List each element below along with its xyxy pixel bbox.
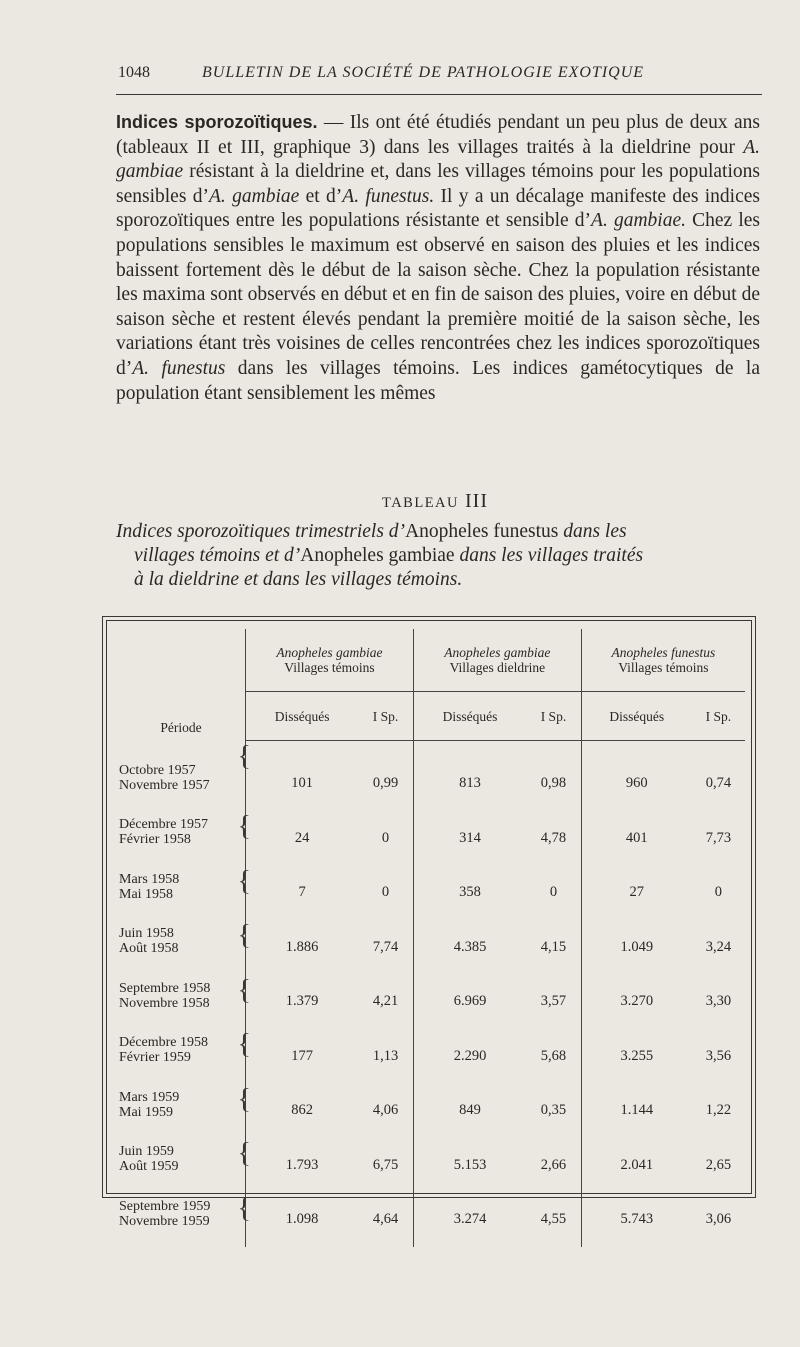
sporozoite-index-cell: 3,24: [705, 938, 732, 955]
dissected-count-cell: 2.290: [413, 1029, 526, 1084]
table-row: [117, 1138, 745, 1193]
period-cell: [117, 975, 246, 1030]
sporozoite-index-cell: 4,06: [372, 1102, 399, 1119]
species-name: A. gambiae: [116, 136, 760, 183]
period-cell: [117, 1029, 246, 1084]
group-species: Anopheles gambiae: [276, 645, 383, 660]
period-end: Novembre 1957: [119, 777, 210, 793]
species-name: A. gambiae.: [591, 210, 686, 232]
period-start: Mars 1958: [119, 871, 180, 887]
period-start: Juin 1959: [119, 1144, 174, 1159]
table-title-prefix: TABLEAU: [382, 495, 459, 511]
column-header-dissected: Disséqués: [581, 692, 692, 741]
period-start: Juin 1958: [119, 926, 174, 941]
sporozoite-index-cell: 3,57: [540, 993, 567, 1010]
group-species: Anopheles funestus: [611, 645, 716, 660]
dissected-count-cell: 5.743: [581, 1193, 692, 1248]
period-end: Mai 1958: [119, 886, 174, 902]
period-start: Décembre 1958: [119, 1035, 209, 1050]
caption-species: Anopheles gambiae: [300, 545, 455, 566]
sporozoite-index-cell: 5,68: [540, 1047, 567, 1064]
period-start: Mars 1959: [119, 1089, 180, 1105]
sporozoite-index-cell: 0: [549, 884, 558, 901]
dissected-count-cell: 1.049: [581, 920, 692, 975]
text-run: — Ils ont été étudiés pendant un peu plus de deux ans (tableaux II et III, graphique 3) dans les villages traités à la dieldrine pour: [116, 112, 761, 158]
table-body: [117, 741, 745, 1248]
dissected-count-cell: 1.886: [285, 938, 319, 955]
sporozoite-index-cell: 4,78: [540, 829, 567, 846]
table-frame: [106, 620, 752, 1229]
period-end: Mai 1959: [119, 1104, 174, 1120]
text-run: Chez les populations sensibles le maximum est observé en saison des pluies et les indices baissent fortement dès le début de la saison sèche. Chez la population résistante les maxima sont observés en début et en fin de saison des pluies, voire en début de saison sèche et restent élevés pendant la première moitié de la saison sèche, les variations étant très voisines de celles rencontrées chez les indices sporozoïtiques d’: [116, 210, 760, 379]
sporozoite-index-cell: 4,15: [540, 938, 567, 955]
period-end: Février 1958: [119, 832, 191, 847]
period-cell: [117, 811, 246, 866]
dissected-count-cell: 4.385: [413, 920, 526, 975]
column-header-isp: I Sp.: [358, 692, 413, 741]
sporozoite-index-cell: 6,75: [372, 1156, 399, 1173]
table-row: [117, 866, 745, 921]
text-run: et d’: [299, 185, 343, 207]
dissected-count-cell: 314: [413, 811, 526, 866]
table-row: [117, 1084, 745, 1139]
period-start: Décembre 1957: [119, 817, 209, 832]
dissected-count-cell: 849: [413, 1084, 526, 1139]
period-start: Septembre 1958: [119, 980, 211, 996]
period-end: Février 1959: [119, 1050, 191, 1065]
dissected-count-cell: 27: [581, 866, 692, 921]
group-species: Anopheles gambiae: [444, 645, 551, 660]
sporozoite-index-cell: 7,73: [705, 829, 732, 846]
column-header-isp: I Sp.: [692, 692, 745, 741]
sporozoite-index-cell: 0,99: [372, 775, 399, 791]
table-title: [0, 490, 800, 513]
dissected-count-cell: 813: [413, 741, 526, 812]
caption-species: Anopheles funestus: [405, 521, 559, 542]
dissected-count-cell: 5.153: [413, 1138, 526, 1193]
sporozoite-index-cell: 1,22: [705, 1102, 732, 1119]
text-run: dans les villages témoins. Les indices gamétocytiques de la population étant sensiblement les mêmes: [116, 357, 760, 404]
sporozoite-index-cell: 0: [381, 884, 390, 901]
caption-text: dans les: [558, 521, 627, 542]
sporozoite-index-cell: 4,55: [540, 1211, 567, 1228]
table-row: [117, 975, 745, 1030]
dissected-count-cell: 1.144: [581, 1084, 692, 1139]
dissected-count-cell: 3.274: [413, 1193, 526, 1248]
period-cell: [117, 1193, 246, 1248]
sporozoite-index-cell: 7,74: [372, 938, 399, 955]
caption-text: villages témoins et d’: [134, 545, 301, 566]
dissected-count-cell: 3.270: [581, 975, 692, 1030]
column-group-header: [413, 629, 581, 692]
period-end: Août 1958: [119, 941, 179, 956]
table-row: [117, 920, 745, 975]
period-start: Octobre 1957: [119, 762, 196, 778]
column-header-dissected: Disséqués: [413, 692, 526, 741]
dissected-count-cell: 862: [291, 1102, 313, 1119]
dissected-count-cell: 24: [294, 829, 310, 846]
sporozoite-index-cell: 4,21: [372, 993, 399, 1010]
period-cell: [117, 741, 246, 812]
column-header-period: Période: [117, 629, 246, 741]
period-end: Août 1959: [119, 1159, 179, 1174]
table-row: [117, 741, 745, 812]
caption-text: Indices sporozoïtiques trimestriels d’: [116, 521, 406, 542]
period-cell: [117, 1084, 246, 1139]
period-cell: [117, 1138, 246, 1193]
dissected-count-cell: 401: [581, 811, 692, 866]
species-name: A. funestus: [132, 357, 226, 379]
sporozoite-index-cell: 2,66: [540, 1156, 567, 1173]
group-villages: Villages dieldrine: [449, 660, 546, 675]
sporozoite-index-cell: 0: [714, 884, 723, 901]
data-table: [117, 629, 745, 1247]
dissected-count-cell: 3.255: [581, 1029, 692, 1084]
section-lead: Indices sporozoïtiques.: [116, 112, 318, 132]
column-group-header: [581, 629, 745, 692]
dissected-count-cell: 2.041: [581, 1138, 692, 1193]
dissected-count-cell: 1.098: [285, 1211, 319, 1228]
period-cell: [117, 866, 246, 921]
species-name: A. gambiae: [209, 185, 300, 207]
sporozoite-index-cell: 2,65: [705, 1156, 732, 1173]
period-cell: [117, 920, 246, 975]
sporozoite-index-cell: 3,56: [705, 1047, 732, 1064]
text-run: Il y a un décalage manifeste des indices sporozoïtiques entre les populations résistante et sensible d’: [116, 185, 760, 232]
dissected-count-cell: 358: [413, 866, 526, 921]
sporozoite-index-cell: 4,64: [372, 1211, 399, 1228]
species-name: A. funestus.: [342, 185, 435, 207]
dissected-count-cell: 1.793: [285, 1156, 319, 1173]
sporozoite-index-cell: 0,35: [540, 1102, 567, 1119]
sporozoite-index-cell: 0,74: [705, 775, 732, 791]
caption-text: dans les villages traités: [454, 545, 644, 566]
dissected-count-cell: 960: [581, 741, 692, 812]
period-end: Novembre 1958: [119, 995, 210, 1011]
column-header-dissected: Disséqués: [246, 692, 359, 741]
sporozoite-index-cell: 0: [381, 829, 390, 846]
header-rule: [116, 94, 762, 95]
dissected-count-cell: 7: [298, 884, 306, 901]
table-row: [117, 1193, 745, 1248]
table-caption: [116, 520, 762, 592]
body-paragraph: [116, 110, 760, 406]
table-row: [117, 1029, 745, 1084]
page-number: 1048: [118, 64, 150, 81]
dissected-count-cell: 101: [291, 775, 313, 791]
dissected-count-cell: 177: [291, 1047, 313, 1064]
running-header: [118, 64, 758, 88]
text-run: résistant à la dieldrine et, dans les villages témoins pour les populations sensibles d’: [116, 161, 760, 207]
dissected-count-cell: 1.379: [285, 993, 319, 1010]
period-start: Septembre 1959: [119, 1198, 211, 1214]
sporozoite-index-cell: 0,98: [540, 775, 567, 791]
journal-title: BULLETIN DE LA SOCIÉTÉ DE PATHOLOGIE EXOTIQUE: [202, 64, 645, 81]
table-row: [117, 811, 745, 866]
sporozoite-index-cell: 3,06: [705, 1211, 732, 1228]
caption-text: à la dieldrine et dans les villages témoins.: [134, 569, 463, 590]
dissected-count-cell: 6.969: [413, 975, 526, 1030]
column-header-isp: I Sp.: [526, 692, 581, 741]
group-villages: Villages témoins: [618, 660, 709, 675]
group-villages: Villages témoins: [284, 660, 375, 675]
sporozoite-index-cell: 3,30: [705, 993, 732, 1010]
period-end: Novembre 1959: [119, 1213, 210, 1229]
table-title-number: III: [465, 490, 488, 512]
sporozoite-index-cell: 1,13: [372, 1047, 399, 1064]
column-group-header: [246, 629, 414, 692]
